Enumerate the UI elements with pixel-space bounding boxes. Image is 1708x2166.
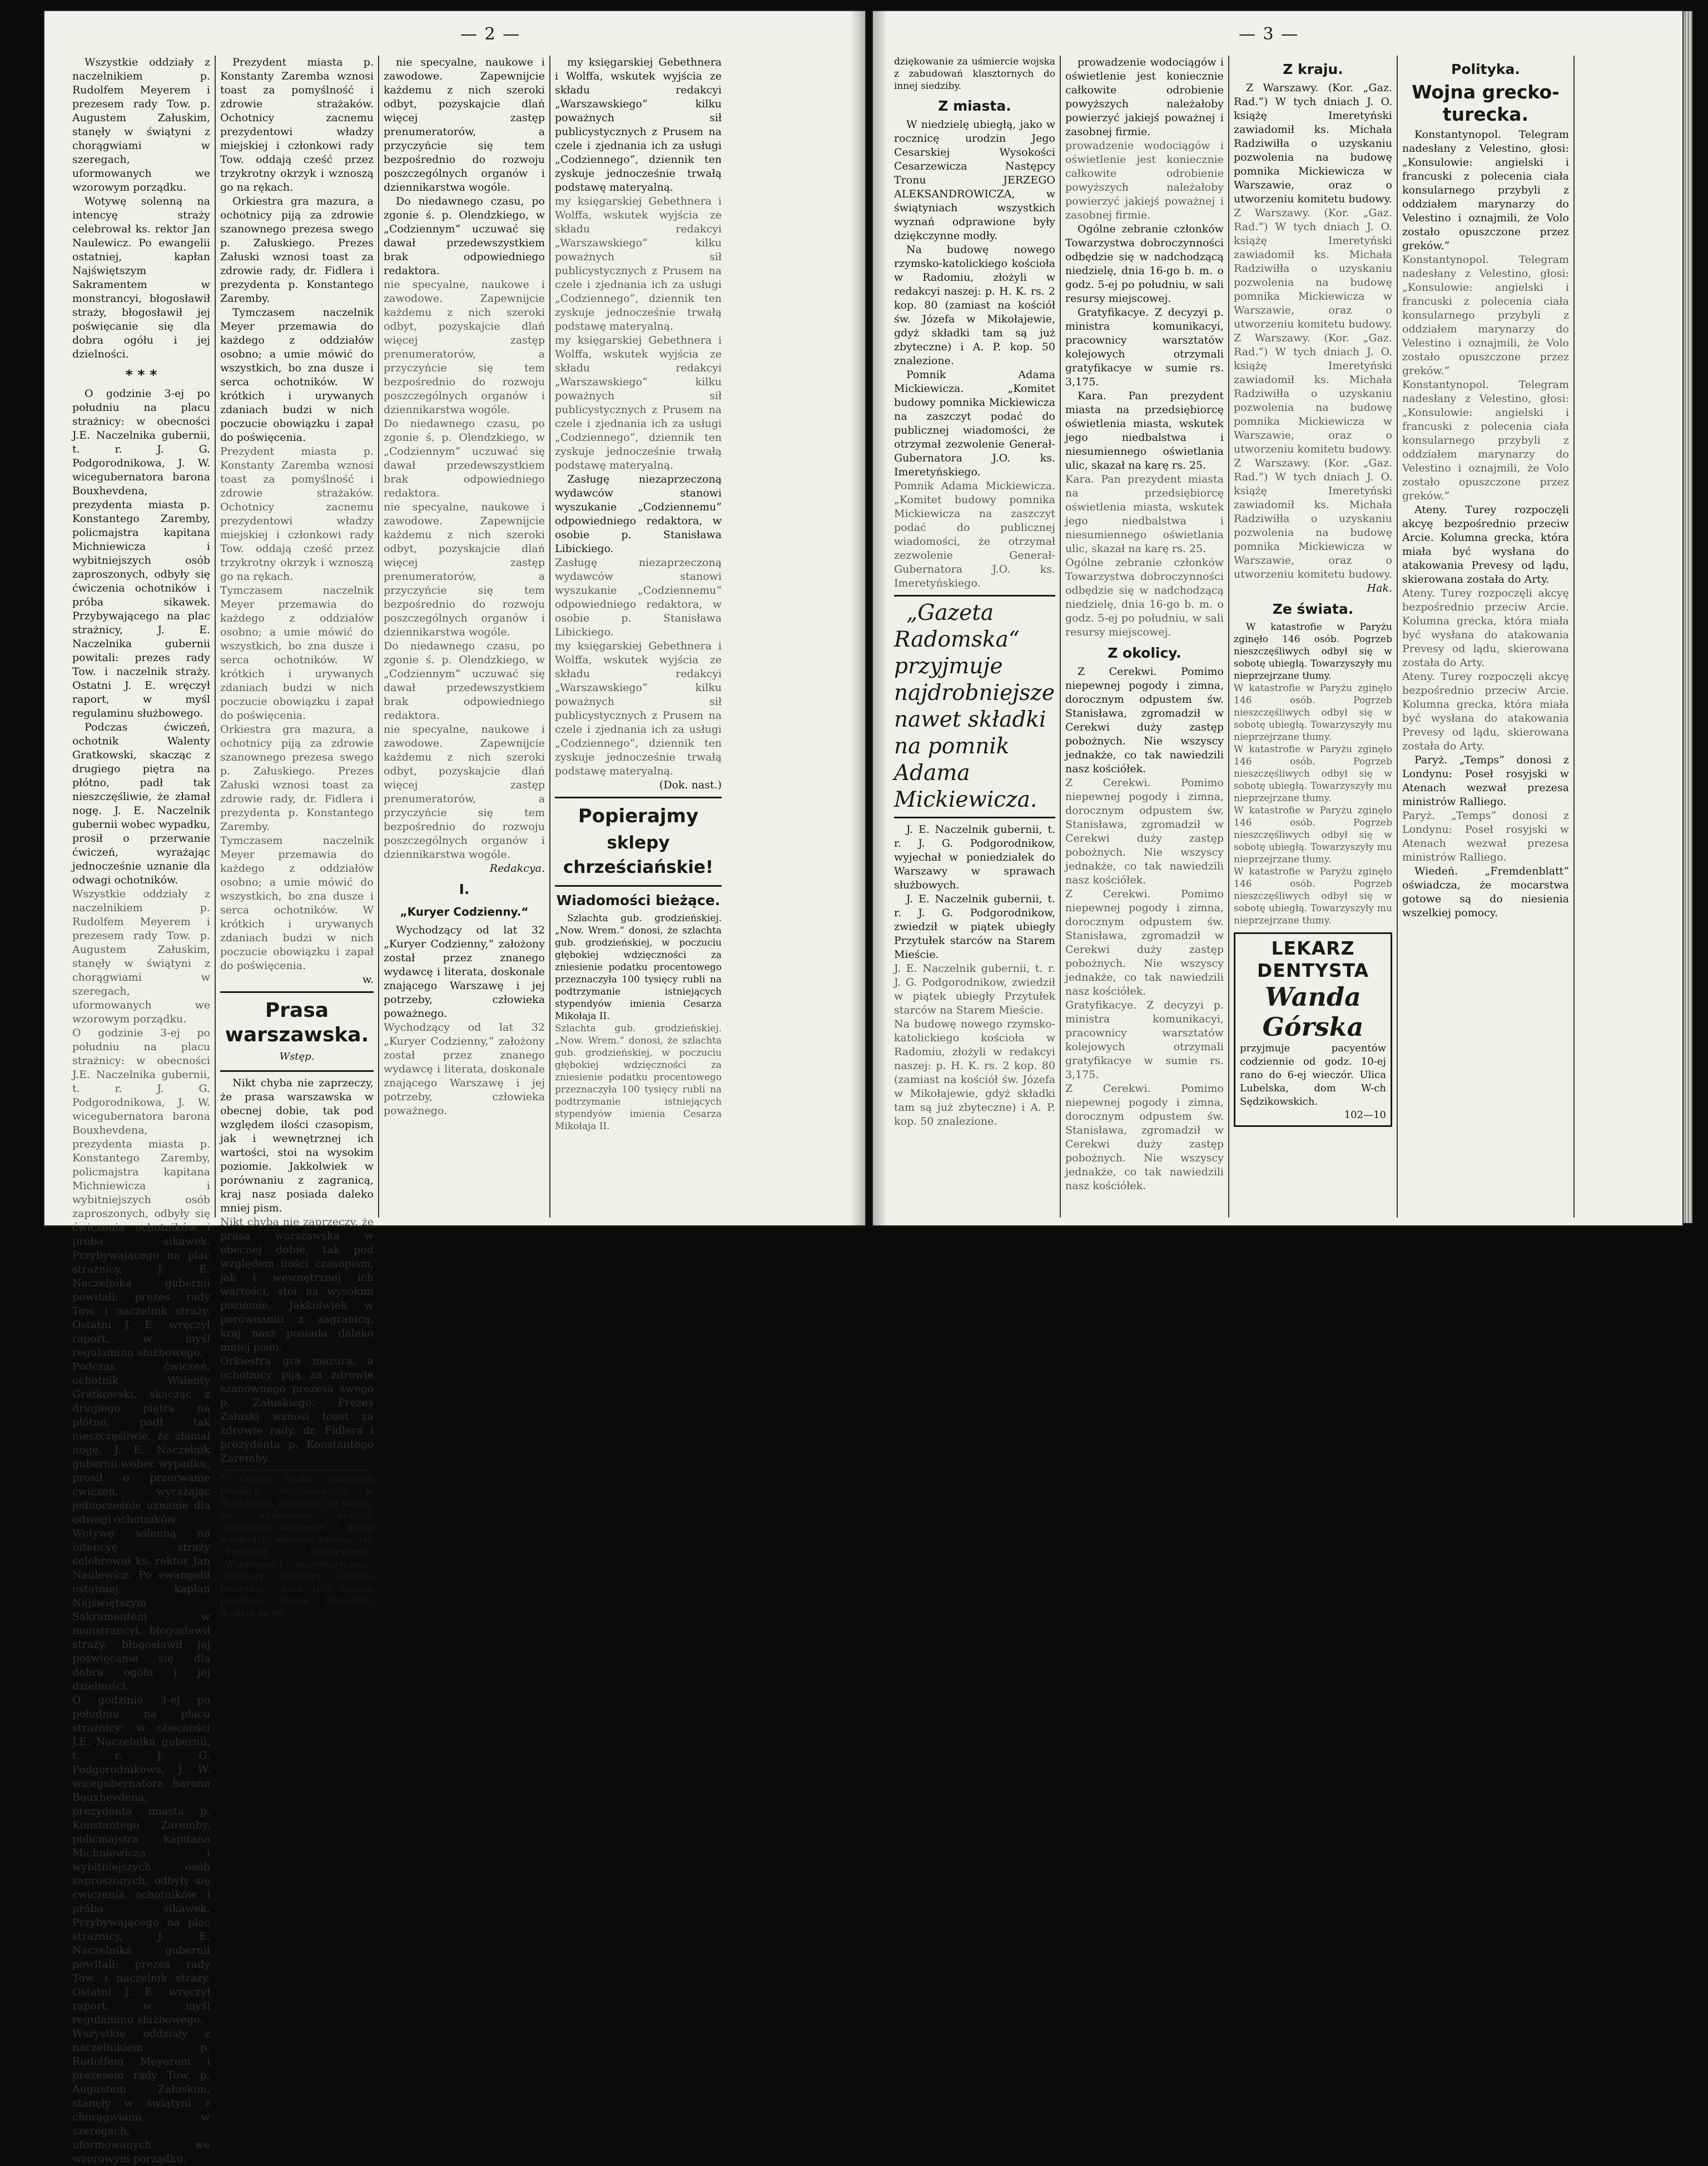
paragraph: Kara. Pan prezydent miasta na przedsiębiorcę oświetlenia miasta, wskutek jego niedbalstwa i niesumiennego oświetlania ulic, skazał na karę rs. 25. [1065, 390, 1224, 471]
paragraph: Pomnik Adama Mickiewicza. „Komitet budowy pomnika Mickiewicza na zaszczyt podać do publicznej wiadomości, że otrzymał zezwolenie Generał-Gubernatora J.O. ks. Imeretyńskiego. [894, 369, 1055, 478]
paragraph: Nikt chyba nie zaprzeczy, że prasa warszawska w obecnej dobie, tak pod względem ilości czasopism, jak i wewnętrznej ich wartości, stoi na wysokim poziomie. Jakkolwiek w porównaniu z zagranicą, kraj nasz posiada daleko mniej pism. [220, 1077, 374, 1214]
paragraph: Wszystkie oddziały z naczelnikiem p. Rudolfem Meyerem i prezesem rady Tow. p. Augustem Załuskim, stanęły w świątyni z chorągwiami w szeregach, uformowanych we wzorowym porządku. [72, 2028, 210, 2165]
paragraph: my księgarskiej Gebethnera i Wolffa, wskutek wyjścia ze składu redakcyi „Warszawskiego“ kilku poważnych sił publicystycznych z Prusem na czele i zjednania ich za usługi „Codziennego“, dziennik ten zyskuje jednocześnie trwałą podstawę materyalną. [555, 640, 722, 777]
column-rule [1397, 56, 1398, 1218]
paragraph: Z Warszawy. (Kor. „Gaz. Rad.“) W tych dniach J. O. książę Imeretyński zawiadomił ks. Michała Radziwiłła o uzyskaniu pozwolenia na budowę pomnika Mickiewicza w Warszawie, oraz o utworzeniu komitetu budowy. [1234, 207, 1392, 330]
paragraph: J. E. Naczelnik gubernii, t. r. J. G. Podgorodnikow, zwiedził w piątek ubiegły Przytułek starców na Starem Mieście. [894, 893, 1055, 961]
signature: Redakcya. [489, 862, 545, 875]
subsection-number: I. [459, 881, 470, 897]
paragraph: prowadzenie wodociągów i oświetlenie jest koniecznie całkowite odrobienie powyższych należałoby powierzyć jakiejś poważnej i zasobnej firmie. [1065, 56, 1224, 138]
column-4 [555, 56, 722, 1223]
paragraph: Orkiestra gra mazura, a ochotnicy piją za zdrowie szanownego prezesa swego p. Załuskiego. Prezes Załuski wznosi toast za zdrowie rady, dr. Fidlera i prezydenta p. Konstantego Zaremby. [220, 1355, 374, 1464]
column-rule [1573, 56, 1575, 1218]
paragraph: Orkiestra gra mazura, a ochotnicy piją za zdrowie szanownego prezesa swego p. Załuskiego. Prezes Załuski wznosi toast za zdrowie rady, dr. Fidlera i prezydenta p. Konstantego Zaremby. [220, 723, 374, 833]
paragraph: Wotywę solenną na intencyę straży celebrował ks. rektor Jan Naulewicz. Po ewangelii ostatniej, kapłan Najświętszym Sakramentem w monstrancyi, błogosławił straży, błogosławił jej poświęcanie się dla dobra ogółu i jej dzielności. [72, 1527, 210, 1692]
paragraph: Z Cerekwi. Pomimo niepewnej pogody i zimna, dorocznym odpustem św. Stanisława, zgromadził w Cerekwi duży zastęp pobożnych. Nie wszyscy jednakże, co tak nawiedzili nasz kościółek. [1065, 1082, 1224, 1192]
paragraph: Wszystkie oddziały z naczelnikiem p. Rudolfem Meyerem i prezesem rady Tow. p. Augustem Załuskim, stanęły w świątyni z chorągwiami w szeregach, uformowanych we wzorowym porządku. [72, 56, 210, 193]
paragraph: Z Warszawy. (Kor. „Gaz. Rad.“) W tych dniach J. O. książę Imeretyński zawiadomił ks. Michała Radziwiłła o uzyskaniu pozwolenia na budowę pomnika Mickiewicza w Warszawie, oraz o utworzeniu komitetu budowy. [1234, 457, 1392, 580]
column-3 [384, 56, 545, 1223]
paragraph: Gratyfikacye. Z decyzyi p. ministra komunikacyi, pracownicy warsztatów kolejowych otrzymali gratyfikacye w sumie rs. 3,175. [1065, 306, 1224, 388]
column-1 [894, 56, 1055, 1223]
paragraph: Pomnik Adama Mickiewicza. „Komitet budowy pomnika Mickiewicza na zaszczyt podać do publicznej wiadomości, że otrzymał zezwolenie Generał-Gubernatora J.O. ks. Imeretyńskiego. [894, 480, 1055, 589]
paragraph: Orkiestra gra mazura, a ochotnicy piją za zdrowie szanownego prezesa swego p. Załuskiego. Prezes Załuski wznosi toast za zdrowie rady, dr. Fidlera i prezydenta p. Konstantego Zaremby. [220, 195, 374, 305]
paragraph: O godzinie 3-ej po południu na placu strażnicy: w obecności J.E. Naczelnika gubernii, t. r. J. G. Podgorodnikowa, J. W. wicegubernatora barona Bouxhevdena, prezydenta miasta p. Konstantego Zaremby, policmajstra kapitana Michniewicza i wybitniejszych osób zaproszonych, odbyły się ćwiczenia ochotników i próba sikawek. Przybywającego na plac strażnicy, J. E. Naczelnika gubernii powitali: prezes rady Tow. i naczelnik straży. Ostatni J. E. wręczył raport, w myśl regulaminu służbowego. [72, 1694, 210, 2026]
ad-name: Wanda Górska [1262, 982, 1364, 1042]
paragraph: nie specyalne, naukowe i zawodowe. Zapewnijcie każdemu z nich szeroki odbyt, pozyskajcie dlań więcej zastęp prenumeratorów, a przyczyńcie się tem bezpośrednio do rozwoju poszczególnych organów i dziennikarstwa wogóle. [384, 501, 545, 638]
paragraph: Do niedawnego czasu, po zgonie ś. p. Olendzkiego, w „Codziennym“ uczuwać się dawał przedewszystkiem brak odpowiedniego redaktora. [384, 640, 545, 722]
paragraph: Tymczasem naczelnik Meyer przemawia do każdego z oddziałów osobno; a umie mówić do wszystkich, bo zna dusze i serca ochotników. W krótkich i urywanych zdaniach budzi w nich poczucie obowiązku i zapał do poświęcenia. [220, 306, 374, 444]
paragraph: my księgarskiej Gebethnera i Wolffa, wskutek wyjścia ze składu redakcyi „Warszawskiego“ kilku poważnych sił publicystycznych z Prusem na czele i zjednania ich za usługi „Codziennego“, dziennik ten zyskuje jednocześnie trwałą podstawę materyalną. [555, 56, 722, 193]
paragraph: J. E. Naczelnik gubernii, t. r. J. G. Podgorodnikow, wyjechał w poniedziałek do Warszawy w sprawach służbowych. [894, 823, 1055, 891]
column-2 [1065, 56, 1224, 1223]
mickiewicz-appeal [894, 595, 1055, 818]
paragraph: Wotywę solenną na intencyę straży celebrował ks. rektor Jan Naulewicz. Po ewangelii ostatniej, kapłan Najświętszym Sakramentem w monstrancyi, błogosławił straży, błogosławił jej poświęcanie się dla dobra ogółu i jej dzielności. [72, 195, 210, 360]
column-4 [1402, 56, 1569, 1223]
section-subtitle: Wstęp. [279, 1051, 315, 1062]
page-number: — 3 — [1239, 24, 1299, 44]
paragraph: Na budowę nowego rzymsko-katolickiego kościoła w Radomiu, złożyli w redakcyi naszej: p. H. K. rs. 2 kop. 80 (zamiast na kościół św. Józefa w Mikołajewie, gdyż składki tam są już zbyteczne) i A. P. kop. 50 znalezione. [894, 1018, 1055, 1127]
paragraph: Konstantynopol. Telegram nadesłany z Velestino, głosi: „Konsulowie: angielski i francuski z polecenia ciała konsularnego przybyli z oddziałem marynarzy do Velestino i oznajmili, że Volo zostało opuszczone przez greków.“ [1402, 254, 1569, 377]
ad-code: 102—10 [1344, 1109, 1386, 1121]
paragraph: dziękowanie za uśmiercie wojska z zabudowań klasztornych do innej siedziby. [894, 56, 1055, 92]
signature: w. [362, 973, 374, 986]
page-gutter-shadow [872, 10, 887, 1226]
ad-title: LEKARZ DENTYSTA [1257, 937, 1369, 981]
paragraph: prowadzenie wodociągów i oświetlenie jest koniecznie całkowite odrobienie powyższych należałoby powierzyć jakiejś poważnej i zasobnej firmie. [1065, 140, 1224, 221]
paragraph: Prezydent miasta p. Konstanty Zaremba wznosi toast za pomyślność i zdrowie strażaków. Ochotnicy zacnemu prezydentowi władzy miejskiej i członkowi rady Tow. oddają cześć przez trzykrotny okrzyk i wznoszą go na rękach. [220, 445, 374, 583]
signature: Hak. [1367, 582, 1392, 594]
book-page-edges [1684, 11, 1692, 1223]
paragraph: Zasługę niezaprzeczoną wydawców stanowi wyszukanie „Codziennemu“ odpowiedniego redaktora, w osobie p. Stanisława Libickiego. [555, 557, 722, 638]
paragraph: W katastrofie w Paryżu zginęło 146 osób. Pogrzeb nieszczęśliwych odbył się w sobotę ubiegłą. Towarzyszyły mu nieprzejrzane tłumy. [1234, 866, 1392, 926]
paragraph: Podczas ćwiczeń, ochotnik Walenty Gratkowski, skacząc z drugiego piętra na płótno, padł tak nieszczęśliwie, że złamał nogę. J. E. Naczelnik gubernii wobec wypadku, prosił o przerwanie ćwiczeń, wyrażając jednocześnie uznanie dla odwagi ochotników. [72, 721, 210, 886]
banner-line: Popierajmy [578, 805, 699, 827]
paragraph: Paryż. „Temps“ donosi z Londynu: Poseł rosyjski w Atenach wezwał prezesa ministrów Ralliego. [1402, 754, 1569, 808]
paragraph: J. E. Naczelnik gubernii, t. r. J. G. Podgorodnikow, zwiedził w piątek ubiegły Przytułek starców na Starem Mieście. [894, 962, 1055, 1016]
paragraph: Szlachta gub. grodzieńskiej. „Now. Wrem.“ donosi, że szlachta gub. grodzieńskiej, w poczuciu głębokiej wdzięczności za zniesienie podatku procentowego przeznaczyła 100 tysięcy rubli na podtrzymanie istniejących stypendyów imienia Cesarza Mikołaja II. [555, 913, 722, 1022]
dentist-advertisement [1234, 932, 1392, 1127]
paragraph: O godzinie 3-ej po południu na placu strażnicy: w obecności J.E. Naczelnika gubernii, t. r. J. G. Podgorodnikowa, J. W. wicegubernatora barona Bouxhevdena, prezydenta miasta p. Konstantego Zaremby, policmajstra kapitana Michniewicza i wybitniejszych osób zaproszonych, odbyły się ćwiczenia ochotników i próba sikawek. Przybywającego na plac strażnicy, J. E. Naczelnika gubernii powitali: prezes rady Tow. i naczelnik straży. Ostatni J. E. wręczył raport, w myśl regulaminu służbowego. [72, 1027, 210, 1359]
section-title: Wiadomości bieżące. [556, 892, 721, 908]
separator: * * * [125, 367, 157, 383]
paragraph: Ateny. Turey rozpoczęli akcyę bezpośrednio przeciw Arcie. Kolumna grecka, która miała być wysłana do atakowania Prevesy od lądu, skierowana została do Arty. [1402, 670, 1569, 752]
paragraph: Do niedawnego czasu, po zgonie ś. p. Olendzkiego, w „Codziennym“ uczuwać się dawał przedewszystkiem brak odpowiedniego redaktora. [384, 418, 545, 499]
paragraph: Ateny. Turey rozpoczęli akcyę bezpośrednio przeciw Arcie. Kolumna grecka, która miała być wysłana do atakowania Prevesy od lądu, skierowana została do Arty. [1402, 587, 1569, 669]
paragraph: Z Cerekwi. Pomimo niepewnej pogody i zimna, dorocznym odpustem św. Stanisława, zgromadził w Cerekwi duży zastęp pobożnych. Nie wszyscy jednakże, co tak nawiedzili nasz kościółek. [1065, 888, 1224, 997]
section-title: Prasa warszawska. [225, 999, 369, 1046]
appeal-text: „Gazeta Radomska“ przyjmuje najdrobniejsze nawet składki na pomnik Adama Mickiewicza. [894, 600, 1055, 812]
paragraph: O godzinie 3-ej po południu na placu strażnicy: w obecności J.E. Naczelnika gubernii, t. r. J. G. Podgorodnikowa, J. W. wicegubernatora barona Bouxhevdena, prezydenta miasta p. Konstantego Zaremby, policmajstra kapitana Michniewicza i wybitniejszych osób zaproszonych, odbyły się ćwiczenia ochotników i próba sikawek. Przybywającego na plac strażnicy, J. E. Naczelnika gubernii powitali: prezes rady Tow. i naczelnik straży. Ostatni J. E. wręczył raport, w myśl regulaminu służbowego. [72, 388, 210, 719]
paragraph: Wiedeń. „Fremdenblatt“ oświadcza, że mocarstwa gotowe są do niesienia wszelkiej pomocy. [1402, 865, 1569, 919]
popierajmy-banner [555, 797, 722, 887]
paragraph: Do niedawnego czasu, po zgonie ś. p. Olendzkiego, w „Codziennym“ uczuwać się dawał przedewszystkiem brak odpowiedniego redaktora. [384, 195, 545, 277]
paragraph: Nikt chyba nie zaprzeczy, że prasa warszawska w obecnej dobie, tak pod względem ilości czasopism, jak i wewnętrznej ich wartości, stoi na wysokim poziomie. Jakkolwiek w porównaniu z zagranicą, kraj nasz posiada daleko mniej pism. [220, 1216, 374, 1353]
paragraph: Z Cerekwi. Pomimo niepewnej pogody i zimna, dorocznym odpustem św. Stanisława, zgromadził w Cerekwi duży zastęp pobożnych. Nie wszyscy jednakże, co tak nawiedzili nasz kościółek. [1065, 777, 1224, 886]
banner-line: sklepy chrześciańskie! [563, 833, 714, 877]
paragraph: Zasługę niezaprzeczoną wydawców stanowi wyszukanie „Codziennemu“ odpowiedniego redaktora, w osobie p. Stanisława Libickiego. [555, 473, 722, 555]
column-rule [549, 56, 550, 1218]
paragraph: W katastrofie w Paryżu zginęło 146 osób. Pogrzeb nieszczęśliwych odbył się w sobotę ubiegłą. Towarzyszyły mu nieprzejrzane tłumy. [1234, 805, 1392, 865]
paragraph: Konstantynopol. Telegram nadesłany z Velestino, głosi: „Konsulowie: angielski i francuski z polecenia ciała konsularnego przybyli z oddziałem marynarzy do Velestino i oznajmili, że Volo zostało opuszczone przez greków.“ [1402, 379, 1569, 502]
rubric-title: Wojna grecko-turecka. [1412, 81, 1560, 125]
paragraph: W niedzielę ubiegłą, jako w rocznicę urodzin Jego Cesarskiej Wysokości Cesarzewicza Następcy Tronu JERZEGO ALEKSANDROWICZA, w świątyniach wszystkich wyznań odprawione były dziękczynne modły. [894, 118, 1055, 242]
footnote: *) Ogólna liczba czasopism polskich, wychodzących w Warszawie, wliczając już pisma, na wydawanie których otrzymano koncesye i które wychodzić wkrótce zaczną, jak „Przegląd Historyczny,“ „Wiadomości matematyczne,“ „Drukarz i księgarz,“ „Gazeta teatralna,“ oraz trzy świeżo powstałe pisma literackie, dojdzie do 66. [220, 1470, 374, 1619]
section-title: Ze świata. [1272, 601, 1354, 617]
paragraph: my księgarskiej Gebethnera i Wolffa, wskutek wyjścia ze składu redakcyi „Warszawskiego“ kilku poważnych sił publicystycznych z Prusem na czele i zjednania ich za usługi „Codziennego“, dziennik ten zyskuje jednocześnie trwałą podstawę materyalną. [555, 334, 722, 471]
column-1 [72, 56, 210, 2165]
page-number: — 2 — [460, 24, 521, 44]
section-title: Z okolicy. [1108, 645, 1181, 661]
prasa-section [220, 991, 374, 1072]
paragraph: W katastrofie w Paryżu zginęło 146 osób. Pogrzeb nieszczęśliwych odbył się w sobotę ubiegłą. Towarzyszyły mu nieprzejrzane tłumy. [1234, 622, 1392, 682]
paragraph: Tymczasem naczelnik Meyer przemawia do każdego z oddziałów osobno; a umie mówić do wszystkich, bo zna dusze i serca ochotników. W krótkich i urywanych zdaniach budzi w nich poczucie obowiązku i zapał do poświęcenia. [220, 834, 374, 972]
paragraph: Ateny. Turey rozpoczęli akcyę bezpośrednio przeciw Arcie. Kolumna grecka, która miała być wysłana do atakowania Prevesy od lądu, skierowana została do Arty. [1402, 504, 1569, 585]
ad-text: przyjmuje pacyentów codziennie od godz. 10-ej rano do 6-ej wieczór. Ulica Lubelska, dom W-ch Sędzikowskich. [1240, 1042, 1386, 1107]
paragraph: Na budowę nowego rzymsko-katolickiego kościoła w Radomiu, złożyli w redakcyi naszej: p. H. K. rs. 2 kop. 80 (zamiast na kościół św. Józefa w Mikołajewie, gdyż składki tam są już zbyteczne) i A. P. kop. 50 znalezione. [894, 244, 1055, 367]
paragraph: Wychodzący od lat 32 „Kuryer Codzienny,“ założony został przez znanego wydawcę i literata, doskonale znającego Warszawę i jej potrzeby, człowieka poważnego. [384, 1021, 545, 1117]
paragraph: Kara. Pan prezydent miasta na przedsiębiorcę oświetlenia miasta, wskutek jego niedbalstwa i niesumiennego oświetlania ulic, skazał na karę rs. 25. [1065, 473, 1224, 555]
paragraph: Prezydent miasta p. Konstanty Zaremba wznosi toast za pomyślność i zdrowie strażaków. Ochotnicy zacnemu prezydentowi władzy miejskiej i członkowi rady Tow. oddają cześć przez trzykrotny okrzyk i wznoszą go na rękach. [220, 56, 374, 193]
paragraph: Ogólne zebranie członków Towarzystwa dobroczynności odbędzie się w nadchodzącą niedzielę, dnia 16-go b. m. o godz. 5-ej po południu, w sali resursy miejscowej. [1065, 223, 1224, 305]
subsection-title: „Kuryer Codzienny.“ [400, 905, 529, 918]
section-title: Polityka. [1451, 61, 1520, 77]
section-title: Z miasta. [938, 98, 1011, 114]
continuation-note: (Dok. nast.) [659, 779, 722, 791]
column-3 [1234, 56, 1392, 1223]
newspaper-page-right [872, 10, 1684, 1226]
paragraph: Z Warszawy. (Kor. „Gaz. Rad.“) W tych dniach J. O. książę Imeretyński zawiadomił ks. Michała Radziwiłła o uzyskaniu pozwolenia na budowę pomnika Mickiewicza w Warszawie, oraz o utworzeniu komitetu budowy. [1234, 82, 1392, 205]
column-2 [220, 56, 374, 1619]
column-rule [1228, 56, 1229, 1218]
paragraph: Szlachta gub. grodzieńskiej. „Now. Wrem.“ donosi, że szlachta gub. grodzieńskiej, w poczuciu głębokiej wdzięczności za zniesienie podatku procentowego przeznaczyła 100 tysięcy rubli na podtrzymanie istniejących stypendyów imienia Cesarza Mikołaja II. [555, 1023, 722, 1132]
column-rule [215, 56, 216, 1218]
page-gutter-shadow [851, 10, 866, 1226]
paragraph: Z Warszawy. (Kor. „Gaz. Rad.“) W tych dniach J. O. książę Imeretyński zawiadomił ks. Michała Radziwiłła o uzyskaniu pozwolenia na budowę pomnika Mickiewicza w Warszawie, oraz o utworzeniu komitetu budowy. [1234, 332, 1392, 455]
paragraph: Z Cerekwi. Pomimo niepewnej pogody i zimna, dorocznym odpustem św. Stanisława, zgromadził w Cerekwi duży zastęp pobożnych. Nie wszyscy jednakże, co tak nawiedzili nasz kościółek. [1065, 665, 1224, 775]
paragraph: Paryż. „Temps“ donosi z Londynu: Poseł rosyjski w Atenach wezwał prezesa ministrów Ralliego. [1402, 809, 1569, 863]
paragraph: my księgarskiej Gebethnera i Wolffa, wskutek wyjścia ze składu redakcyi „Warszawskiego“ kilku poważnych sił publicystycznych z Prusem na czele i zjednania ich za usługi „Codziennego“, dziennik ten zyskuje jednocześnie trwałą podstawę materyalną. [555, 195, 722, 332]
newspaper-page-left [43, 10, 866, 2165]
paragraph: nie specyalne, naukowe i zawodowe. Zapewnijcie każdemu z nich szeroki odbyt, pozyskajcie dlań więcej zastęp prenumeratorów, a przyczyńcie się tem bezpośrednio do rozwoju poszczególnych organów i dziennikarstwa wogóle. [384, 723, 545, 861]
section-title: Z kraju. [1283, 61, 1343, 77]
paragraph: Wychodzący od lat 32 „Kuryer Codzienny,“ założony został przez znanego wydawcę i literata, doskonale znającego Warszawę i jej potrzeby, człowieka poważnego. [384, 924, 545, 1020]
paragraph: Ogólne zebranie członków Towarzystwa dobroczynności odbędzie się w nadchodzącą niedzielę, dnia 16-go b. m. o godz. 5-ej po południu, w sali resursy miejscowej. [1065, 557, 1224, 638]
column-rule [378, 56, 379, 1218]
paragraph: W katastrofie w Paryżu zginęło 146 osób. Pogrzeb nieszczęśliwych odbył się w sobotę ubiegłą. Towarzyszyły mu nieprzejrzane tłumy. [1234, 683, 1392, 743]
paragraph: nie specyalne, naukowe i zawodowe. Zapewnijcie każdemu z nich szeroki odbyt, pozyskajcie dlań więcej zastęp prenumeratorów, a przyczyńcie się tem bezpośrednio do rozwoju poszczególnych organów i dziennikarstwa wogóle. [384, 279, 545, 416]
paragraph: W katastrofie w Paryżu zginęło 146 osób. Pogrzeb nieszczęśliwych odbył się w sobotę ubiegłą. Towarzyszyły mu nieprzejrzane tłumy. [1234, 744, 1392, 804]
column-rule [1060, 56, 1061, 1218]
paragraph: Gratyfikacye. Z decyzyi p. ministra komunikacyi, pracownicy warsztatów kolejowych otrzymali gratyfikacye w sumie rs. 3,175. [1065, 999, 1224, 1081]
paragraph: Podczas ćwiczeń, ochotnik Walenty Gratkowski, skacząc z drugiego piętra na płótno, padł tak nieszczęśliwie, że złamał nogę. J. E. Naczelnik gubernii wobec wypadku, prosił o przerwanie ćwiczeń, wyrażając jednocześnie uznanie dla odwagi ochotników. [72, 1360, 210, 1526]
paragraph: nie specyalne, naukowe i zawodowe. Zapewnijcie każdemu z nich szeroki odbyt, pozyskajcie dlań więcej zastęp prenumeratorów, a przyczyńcie się tem bezpośrednio do rozwoju poszczególnych organów i dziennikarstwa wogóle. [384, 56, 545, 193]
paragraph: Wszystkie oddziały z naczelnikiem p. Rudolfem Meyerem i prezesem rady Tow. p. Augustem Załuskim, stanęły w świątyni z chorągwiami w szeregach, uformowanych we wzorowym porządku. [72, 888, 210, 1025]
paragraph: Konstantynopol. Telegram nadesłany z Velestino, głosi: „Konsulowie: angielski i francuski z polecenia ciała konsularnego przybyli z oddziałem marynarzy do Velestino i oznajmili, że Volo zostało opuszczone przez greków.“ [1402, 128, 1569, 252]
paragraph: Tymczasem naczelnik Meyer przemawia do każdego z oddziałów osobno; a umie mówić do wszystkich, bo zna dusze i serca ochotników. W krótkich i urywanych zdaniach budzi w nich poczucie obowiązku i zapał do poświęcenia. [220, 584, 374, 722]
